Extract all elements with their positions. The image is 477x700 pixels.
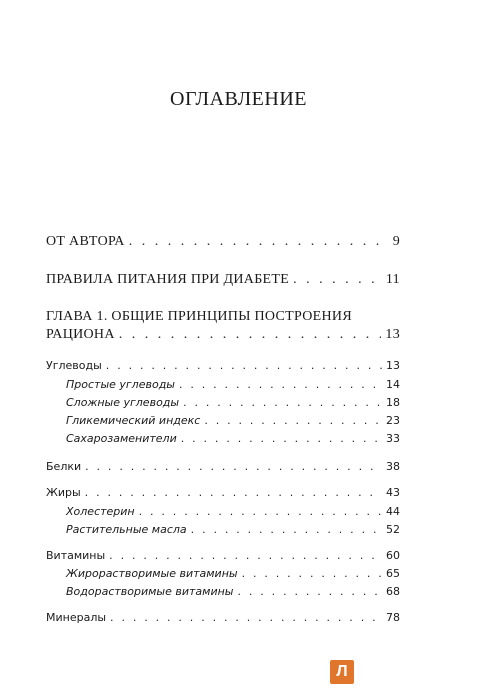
toc-page-number: 14 (386, 378, 400, 391)
toc-entry-proteins[interactable] (46, 460, 400, 473)
toc-entry-label: Растительные масла (66, 523, 187, 536)
dot-leader (191, 523, 382, 536)
toc-page-number: 78 (386, 611, 400, 624)
toc-page-number: 44 (386, 505, 400, 518)
toc-entry-cholesterol[interactable] (66, 505, 400, 518)
dot-leader (139, 505, 382, 518)
dot-leader (85, 460, 382, 473)
toc-entry-vegetable-oils[interactable] (66, 523, 400, 536)
toc-entry-label: РАЦИОНА (46, 327, 115, 342)
toc-entry-label: Жиры (46, 486, 81, 499)
toc-entry-label: Сложные углеводы (66, 396, 180, 409)
toc-entry-label: Гликемический индекс (66, 414, 201, 427)
toc-entry-water-soluble-vitamins[interactable] (66, 585, 400, 598)
toc-page-number: 13 (386, 359, 400, 372)
dot-leader (181, 432, 382, 445)
toc-entry-label: Жирорастворимые витамины (66, 567, 238, 580)
dot-leader (110, 611, 382, 624)
toc-entry-label: Углеводы (46, 359, 102, 372)
dot-leader (242, 567, 382, 580)
dot-leader (119, 327, 382, 343)
toc-entry-label: Холестерин (66, 505, 135, 518)
dot-leader (238, 585, 383, 598)
dot-leader (129, 234, 389, 250)
dot-leader (85, 486, 382, 499)
toc-page-number: 18 (386, 396, 400, 409)
toc-entry-label: Сахарозаменители (66, 432, 177, 445)
toc-entry-carbs[interactable] (46, 359, 400, 372)
toc-entry-glycemic-index[interactable] (66, 414, 400, 427)
toc-entry-rules[interactable] (46, 272, 400, 288)
toc-page-number: 23 (386, 414, 400, 427)
page-title: ОГЛАВЛЕНИЕ (170, 88, 307, 110)
toc-entry-chapter1[interactable] (46, 327, 400, 343)
toc-page-number: 43 (386, 486, 400, 499)
toc-page-number: 9 (392, 234, 400, 249)
toc-entry-fats[interactable] (46, 486, 400, 499)
toc-entry-label: Минералы (46, 611, 107, 624)
toc-entry-minerals[interactable] (46, 611, 400, 624)
toc-page-number: 60 (386, 549, 400, 562)
toc-entry-from-author[interactable] (46, 234, 400, 250)
toc-entry-label: Простые углеводы (66, 378, 175, 391)
toc-entry-label: ПРАВИЛА ПИТАНИЯ ПРИ ДИАБЕТЕ (46, 272, 290, 287)
toc-entry-complex-carbs[interactable] (66, 396, 400, 409)
publisher-logo-icon (330, 660, 354, 684)
toc-entry-label: ОТ АВТОРА (46, 234, 125, 249)
dot-leader (179, 378, 382, 391)
dot-leader (106, 359, 382, 372)
dot-leader (109, 549, 382, 562)
logo-letter: Л (336, 663, 348, 680)
toc-page-number: 33 (386, 432, 400, 445)
toc-chapter1-heading-line1[interactable]: ГЛАВА 1. ОБЩИЕ ПРИНЦИПЫ ПОСТРОЕНИЯ (46, 309, 352, 324)
toc-page-number: 52 (386, 523, 400, 536)
toc-page-number: 38 (386, 460, 400, 473)
toc-entry-label: Белки (46, 460, 82, 473)
toc-page-number: 65 (386, 567, 400, 580)
dot-leader (204, 414, 382, 427)
toc-entry-label: Витамины (46, 549, 106, 562)
dot-leader (183, 396, 382, 409)
toc-entry-label: Водорастворимые витамины (66, 585, 234, 598)
dot-leader (293, 272, 382, 288)
toc-entry-sweeteners[interactable] (66, 432, 400, 445)
toc-page-number: 13 (385, 327, 400, 342)
toc-entry-fat-soluble-vitamins[interactable] (66, 567, 400, 580)
toc-entry-vitamins[interactable] (46, 549, 400, 562)
toc-page-number: 11 (385, 272, 400, 287)
toc-entry-simple-carbs[interactable] (66, 378, 400, 391)
toc-page-number: 68 (386, 585, 400, 598)
